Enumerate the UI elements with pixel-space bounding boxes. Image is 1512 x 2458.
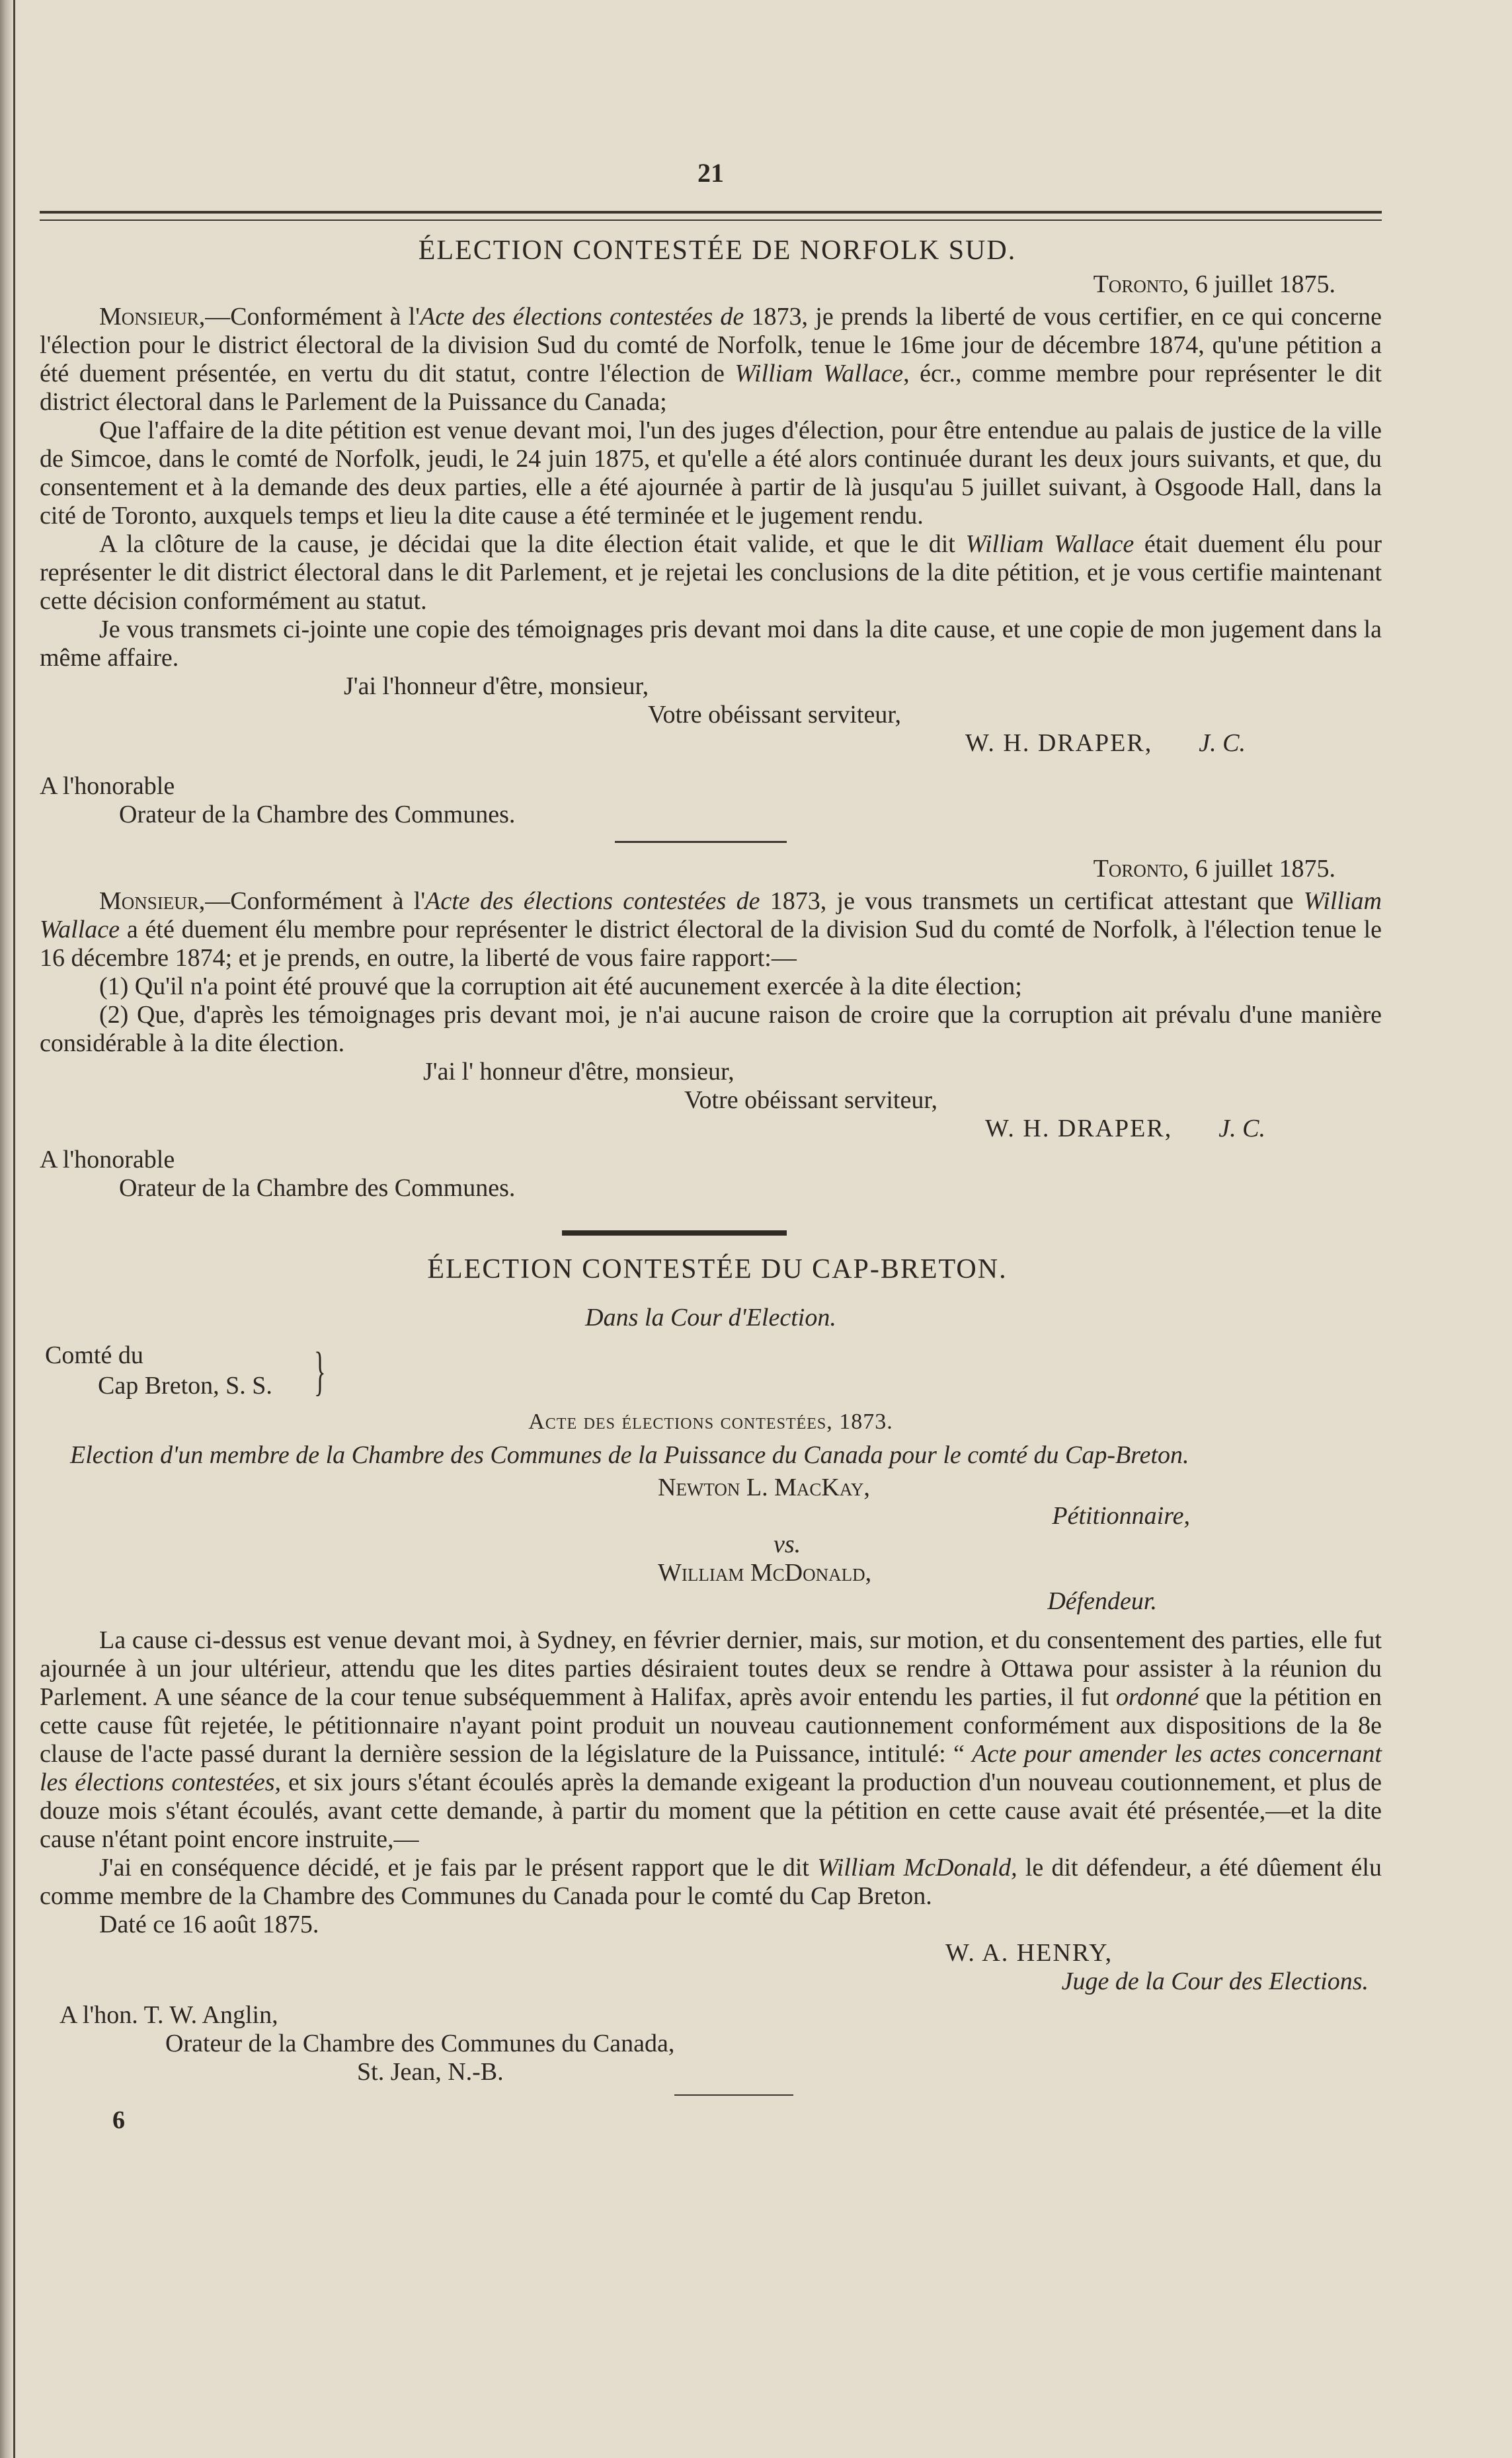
text-run: et six jours s'étant écoulés après la demande exigeant la production d'un nouveau coutionnement, et plus de douze mois s'étant écoulés, avant cette demande, à partir du moment que la pétition en cette cause avait été présentée,—et la dite cause n'étant point encore instruite,— [40, 1768, 1382, 1853]
county-line-1: Comté du [45, 1341, 143, 1369]
person-name: William Wallace [965, 530, 1134, 558]
letter1-closing-1: J'ai l'honneur d'être, monsieur, [344, 672, 649, 700]
text-run: 1873, je vous transmets un certificat attestant que [760, 887, 1304, 915]
text-run: , écr., comme membre pour représenter le dit district électoral dans le Parlement de la Puissance du Canada; [40, 360, 1382, 416]
text-run: le dit défendeur, a été dûement élu comme membre de la Chambre des Communes du Canada pour le comté du Cap Breton. [40, 1854, 1382, 1910]
text-run: —Conformément à l' [205, 887, 426, 915]
binding-line [13, 0, 15, 2458]
page-binding-edge [0, 0, 15, 2458]
emphasis: ordonné [1115, 1683, 1199, 1711]
dateline-date: 6 juillet 1875. [1195, 270, 1335, 298]
letter1-dateline [40, 270, 1382, 299]
defendant-name: William McDonald, [658, 1559, 872, 1587]
judge-signature: W. A. HENRY, [945, 1939, 1113, 1967]
separator-rule [615, 841, 787, 843]
county-block [40, 1341, 1382, 1407]
signature-title: J. C. [1199, 729, 1246, 757]
addressee-line-1: A l'hon. T. W. Anglin, [60, 2001, 278, 2029]
letter1-paragraph-3 [40, 530, 1382, 615]
signature-name: W. H. DRAPER, [985, 1115, 1173, 1142]
dateline-place: Toronto, [1093, 855, 1189, 883]
letter2-paragraph-1 [40, 887, 1382, 972]
versus: vs. [774, 1530, 801, 1558]
brace-glyph: } [314, 1341, 326, 1401]
letter2-addressee-2: Orateur de la Chambre des Communes. [119, 1174, 516, 1202]
header-rule [40, 211, 1382, 221]
letter1-signature [965, 729, 1382, 758]
end-rule [674, 2094, 793, 2096]
judge-title: Juge de la Cour des Elections. [1061, 1967, 1369, 1995]
letter1-addressee-1: A l'honorable [40, 772, 175, 800]
act-name: Acte pour amender les actes concernant les élections contestées, [40, 1740, 1382, 1796]
dateline-place: Toronto, [1093, 270, 1189, 298]
letter1-addressee-2: Orateur de la Chambre des Communes. [119, 801, 516, 828]
text-run: 1873, je prends la liberté de vous certifier, en ce qui concerne l'élection pour le district électoral de la division Sud du comté de Norfolk, tenue le 16me jour de décembre 1874, qu'une pétition a été duement présentée, en vertu du dit statut, contre l'élection de [40, 303, 1382, 387]
letter2-item-1: (1) Qu'il n'a point été prouvé que la corruption ait été aucunement exercée à la dite élection; [99, 972, 1022, 1000]
letter2-closing-2: Votre obéissant serviteur, [684, 1086, 937, 1114]
person-name: William Wallace [40, 887, 1382, 943]
salutation: Monsieur, [99, 303, 206, 331]
letter2-item-2: (2) Que, d'après les témoignages pris devant moi, je n'ai aucune raison de croire que la corruption ait prévalu d'une manière considérable à la dite élection. [40, 1001, 1382, 1057]
act-name: Acte des élections contestées de [420, 303, 744, 331]
printer-signature-mark: 6 [112, 2106, 125, 2134]
text-run: —Conformément à l' [205, 303, 420, 331]
act-heading: Acte des élections contestées, 1873. [528, 1409, 893, 1434]
letter2-addressee-1: A l'honorable [40, 1146, 175, 1173]
judgment-date: Daté ce 16 août 1875. [99, 1911, 319, 1938]
section-divider [562, 1230, 787, 1236]
addressee-line-2: Orateur de la Chambre des Communes du Canada, [165, 2030, 675, 2057]
page-number: 21 [697, 158, 724, 188]
letter2-dateline [40, 855, 1382, 883]
election-heading: Election d'un membre de la Chambre des Communes de la Puissance du Canada pour le comté du Cap-Breton. [70, 1441, 1189, 1469]
judgment-paragraph-1 [40, 1626, 1382, 1854]
text-run: a été duement élu membre pour représenter le district électoral de la division Sud du comté de Norfolk, à l'élection tenue le 16 décembre 1874; et je prends, en outre, la liberté de vous faire rapport:— [40, 916, 1382, 972]
letter1-paragraph-2: Que l'affaire de la dite pétition est venue devant moi, l'un des juges d'élection, pour être entendue au palais de justice de la ville de Simcoe, dans le comté de Norfolk, jeudi, le 24 juin 1875, et qu'elle a été alors continuée durant les deux jours suivants, et que, du consentement et à la demande des deux parties, elle a été ajournée à partir de là jusqu'au 5 juillet suivant, à Osgoode Hall, dans la cité de Toronto, auxquels temps et lieu la dite cause a été terminée et le jugement rendu. [40, 416, 1382, 530]
section-title-cap-breton: ÉLECTION CONTESTÉE DU CAP-BRETON. [427, 1254, 1008, 1285]
letter2-signature [985, 1115, 1382, 1143]
dateline-date: 6 juillet 1875. [1195, 855, 1335, 883]
letter1-paragraph-4: Je vous transmets ci-jointe une copie des témoignages pris devant moi dans la dite cause, et une copie de mon jugement dans la même affaire. [40, 615, 1382, 672]
text-run: que la pétition en cette cause fût rejetée, le pétitionnaire n'ayant point produit un nouveau cautionnement conformément aux dispositions de la 8e clause de l'acte passé durant la dernière session de la législature de la Puissance, intitulé: “ [40, 1683, 1382, 1768]
court-name: Dans la Cour d'Election. [585, 1304, 836, 1331]
county-line-2: Cap Breton, S. S. [98, 1372, 272, 1400]
signature-title: J. C. [1218, 1115, 1265, 1142]
act-name: Acte des élections contestées de [425, 887, 760, 915]
signature-name: W. H. DRAPER, [965, 729, 1153, 757]
petitioner-role: Pétitionnaire, [1052, 1502, 1190, 1530]
section-title-norfolk: ÉLECTION CONTESTÉE DE NORFOLK SUD. [418, 235, 1017, 266]
person-name: William McDonald, [817, 1854, 1017, 1882]
text-run: était duement élu pour représenter le dit district électoral dans le dit Parlement, et je rejetai les conclusions de la dite pétition, et je vous certifie maintenant cette décision conformément au statut. [40, 530, 1382, 615]
document-page [40, 159, 1382, 2135]
letter1-closing-2: Votre obéissant serviteur, [648, 701, 901, 729]
person-name: William Wallace [735, 360, 904, 387]
salutation: Monsieur, [99, 887, 206, 915]
addressee-line-3: St. Jean, N.-B. [357, 2058, 504, 2086]
petitioner-name: Newton L. MacKay, [658, 1474, 870, 1501]
defendant-role: Défendeur. [1047, 1587, 1157, 1615]
letter2-closing-1: J'ai l' honneur d'être, monsieur, [423, 1058, 735, 1086]
text-run: La cause ci-dessus est venue devant moi, à Sydney, en février dernier, mais, sur motion, et du consentement des parties, elle fut ajournée à un jour ultérieur, attendu que les dites parties désiraient toutes deux se rendre à Ottawa pour assister à la réunion du Parlement. A une séance de la cour tenue subséquemment à Halifax, après avoir entendu les parties, il fut [40, 1626, 1382, 1711]
text-run: A la clôture de la cause, je décidai que la dite élection était valide, et que le dit [99, 530, 966, 558]
judgment-paragraph-2 [40, 1854, 1382, 1911]
text-run: J'ai en conséquence décidé, et je fais par le présent rapport que le dit [99, 1854, 818, 1882]
letter1-paragraph-1 [40, 303, 1382, 416]
